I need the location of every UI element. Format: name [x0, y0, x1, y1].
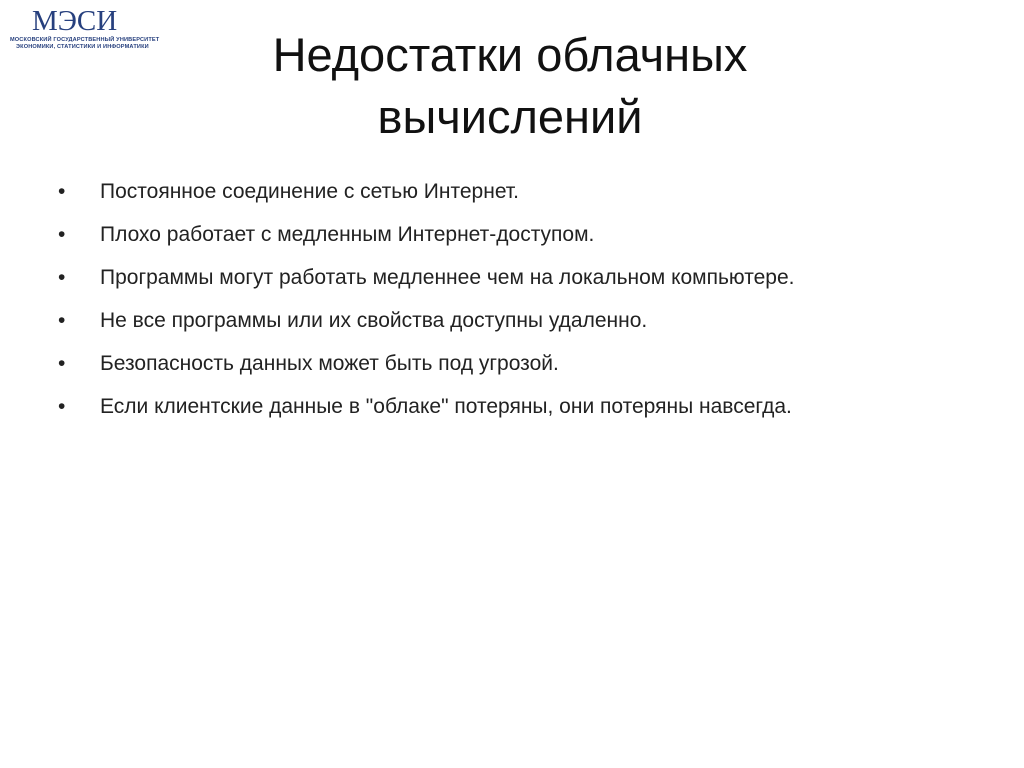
list-item	[58, 176, 988, 207]
list-item-text: Программы могут работать медленнее чем на локальном компьютере.	[100, 266, 795, 289]
list-item-text: Постоянное соединение с сетью Интернет.	[100, 180, 519, 203]
bullet-icon: •	[58, 180, 66, 203]
list-item	[58, 391, 988, 422]
slide-title	[110, 24, 910, 148]
logo-caption-line-1: МОСКОВСКИЙ ГОСУДАРСТВЕННЫЙ УНИВЕРСИТЕТ	[10, 37, 160, 43]
list-item	[58, 305, 988, 336]
slide-title-line-2: вычислений	[377, 90, 643, 143]
list-item-text: Плохо работает с медленным Интернет-доступом.	[100, 223, 595, 246]
list-item	[58, 262, 988, 293]
bullet-icon: •	[58, 223, 66, 246]
slide-title-line-1: Недостатки облачных	[272, 28, 748, 81]
list-item	[58, 348, 988, 379]
bullet-icon: •	[58, 309, 66, 332]
logo-caption-line-2: ЭКОНОМИКИ, СТАТИСТИКИ И ИНФОРМАТИКИ	[16, 44, 149, 50]
logo-wordmark: МЭСИ	[32, 5, 118, 37]
bullet-icon: •	[58, 266, 66, 289]
bullet-list	[58, 176, 988, 434]
list-item-text: Не все программы или их свойства доступны удаленно.	[100, 309, 648, 332]
list-item	[58, 219, 988, 250]
bullet-icon: •	[58, 352, 66, 375]
list-item-text: Если клиентские данные в "облаке" потеряны, они потеряны навсегда.	[100, 395, 792, 418]
list-item-text: Безопасность данных может быть под угрозой.	[100, 352, 559, 375]
bullet-icon: •	[58, 395, 66, 418]
